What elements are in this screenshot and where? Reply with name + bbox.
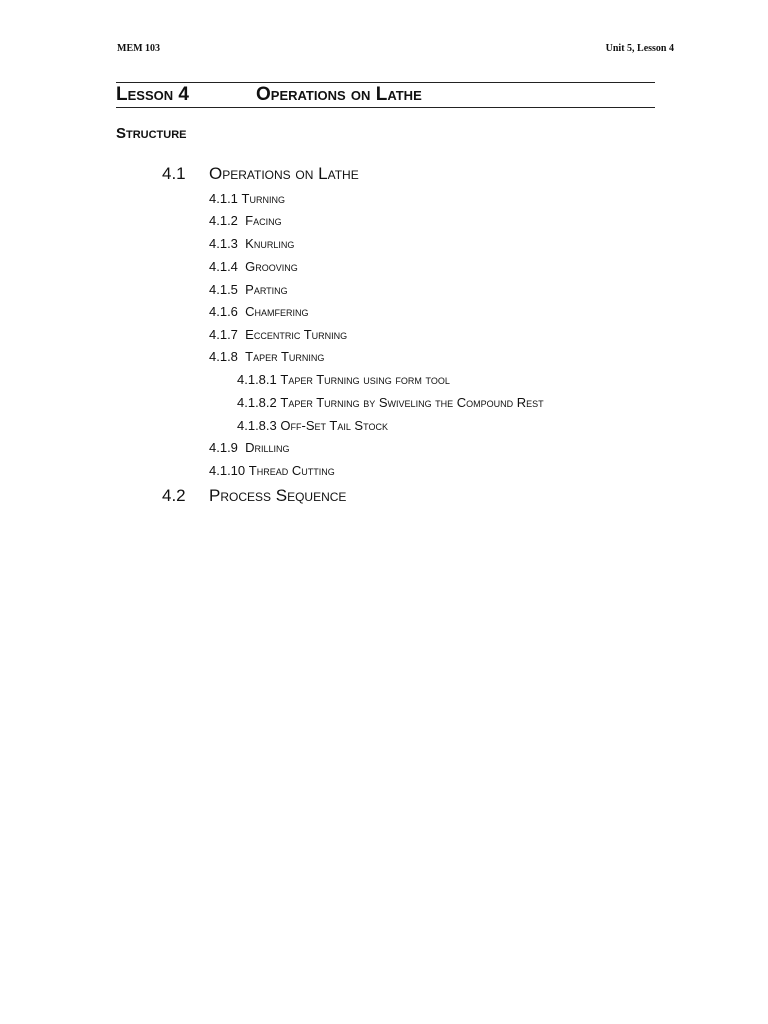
toc-item-4-1-5 (209, 282, 288, 298)
toc-title: Taper Turning by Swiveling the Compound Rest (280, 395, 544, 410)
toc-title: Turning (241, 191, 285, 206)
toc-title: Grooving (245, 259, 298, 274)
toc-title: Drilling (245, 440, 290, 455)
toc-item-4-1-6 (209, 304, 309, 320)
toc-item-4-1-8-3 (237, 418, 388, 434)
toc-item-4-1-8-2 (237, 395, 544, 411)
structure-heading: Structure (116, 125, 187, 142)
toc-item-4-1-9 (209, 440, 290, 456)
toc-title: Taper Turning (245, 349, 325, 364)
toc-title: Thread Cutting (248, 463, 335, 478)
header-unit-lesson: Unit 5, Lesson 4 (605, 43, 674, 54)
header-course-code: MEM 103 (117, 43, 161, 54)
toc-item-4-1-10 (209, 463, 335, 479)
toc-title: Taper Turning using form tool (280, 372, 450, 387)
lesson-number: Lesson 4 (116, 84, 189, 105)
toc-number: 4.1.8.3 (237, 418, 277, 433)
toc-number: 4.1.1 (209, 191, 238, 206)
toc-title: Eccentric Turning (245, 327, 348, 342)
toc-section-4-1 (162, 164, 359, 184)
toc-number: 4.1.8.1 (237, 372, 277, 387)
toc-title: Chamfering (245, 304, 309, 319)
title-rule-bottom (116, 107, 655, 108)
title-rule-top (116, 82, 655, 83)
toc-number: 4.1.7 (209, 327, 238, 342)
toc-item-4-1-8 (209, 349, 324, 365)
toc-title: Facing (245, 213, 282, 228)
toc-title: Operations on Lathe (209, 164, 359, 183)
toc-title: Parting (245, 282, 288, 297)
lesson-title-bar (116, 84, 655, 106)
toc-item-4-1-3 (209, 236, 294, 252)
lesson-title: Operations on Lathe (256, 84, 422, 105)
toc-title: Process Sequence (209, 486, 347, 505)
toc-number: 4.2 (162, 486, 186, 505)
toc-item-4-1-7 (209, 327, 347, 343)
toc-section-4-2 (162, 486, 346, 506)
toc-item-4-1-8-1 (237, 372, 450, 388)
toc-number: 4.1.10 (209, 463, 246, 478)
toc-number: 4.1.3 (209, 236, 238, 251)
toc-title: Knurling (245, 236, 295, 251)
toc-number: 4.1.5 (209, 282, 238, 297)
toc-number: 4.1.8.2 (237, 395, 277, 410)
toc-number: 4.1.6 (209, 304, 238, 319)
toc-number: 4.1.8 (209, 349, 238, 364)
toc-number: 4.1.4 (209, 259, 238, 274)
toc-title: Off-Set Tail Stock (280, 418, 388, 433)
toc-item-4-1-2 (209, 213, 282, 229)
toc-item-4-1-4 (209, 259, 298, 275)
toc-number: 4.1 (162, 164, 186, 183)
toc-number: 4.1.9 (209, 440, 238, 455)
toc-item-4-1-1 (209, 191, 285, 207)
toc-number: 4.1.2 (209, 213, 238, 228)
